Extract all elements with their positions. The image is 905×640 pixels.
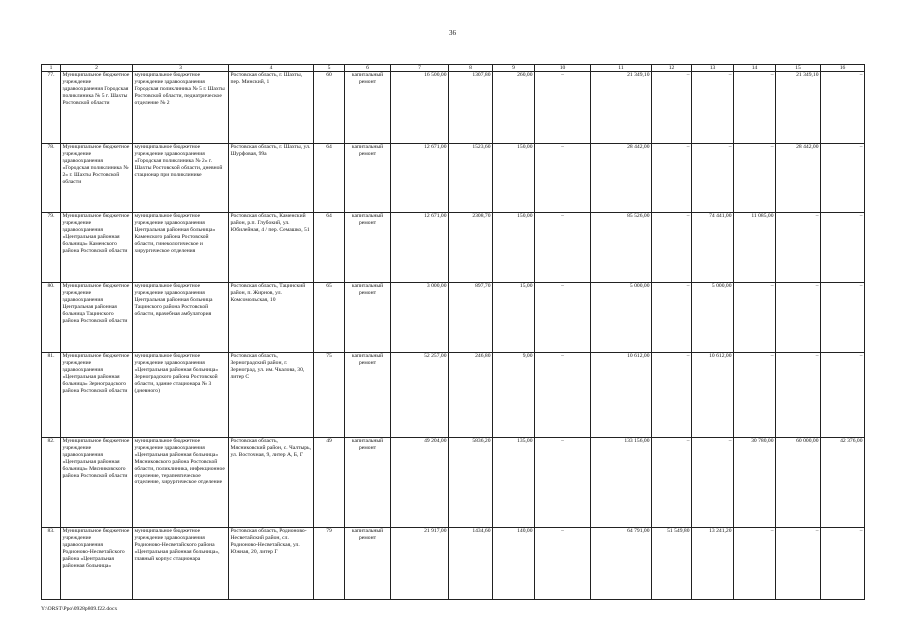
- facility-description: муниципальное бюджетное учреждение здравоохранения «Центральная районная больница» Зерноградского района Ростовской области, здание стационара № 3 (дневного): [133, 353, 229, 438]
- institution-name: Муниципальное бюджетное учреждение здравоохранения Центральная районная больница Тацинского района Ростовской области: [61, 283, 133, 353]
- amount-col-15: –: [776, 353, 821, 438]
- institution-name: Муниципальное бюджетное учреждение здравоохранения «Центральная районная больница» Зерноградского района Ростовской области: [61, 353, 133, 438]
- area: 2308,70: [449, 213, 493, 283]
- total-amount: 10 612,00: [591, 353, 652, 438]
- amount-col-12: –: [652, 438, 692, 528]
- cost: 21 917,00: [391, 528, 449, 600]
- work-type: капитальный ремонт: [345, 283, 391, 353]
- table-row: [42, 438, 865, 528]
- wear-percent: 75: [314, 353, 345, 438]
- cost: 12 671,00: [391, 213, 449, 283]
- total-amount: 5 000,00: [591, 283, 652, 353]
- amount-col-15: –: [776, 283, 821, 353]
- capacity: 140,00: [493, 528, 535, 600]
- amount-col-15: 21 349,10: [776, 72, 821, 144]
- wear-percent: 79: [314, 528, 345, 600]
- work-type: капитальный ремонт: [345, 144, 391, 213]
- amount-col-13: 74 441,00: [692, 213, 734, 283]
- wear-percent: 60: [314, 72, 345, 144]
- address: Ростовская область, г. Шахты, пер. Минский, 1: [229, 72, 314, 144]
- column-number: 8: [449, 65, 493, 72]
- amount-col-16: –: [821, 528, 865, 600]
- area: 897,70: [449, 283, 493, 353]
- row-number: 80.: [42, 283, 61, 353]
- amount-col-12: –: [652, 353, 692, 438]
- amount-col-12: –: [652, 283, 692, 353]
- column-number: 5: [314, 65, 345, 72]
- address: Ростовская область, Зерноградский район, г. Зерноград, ул. им. Чкалова, 30, литер С: [229, 353, 314, 438]
- file-path-footer: Y:\ORST\Ppo\0928p809.f22.docx: [41, 606, 118, 612]
- work-type: капитальный ремонт: [345, 438, 391, 528]
- amount-col-16: –: [821, 353, 865, 438]
- value-col-10: –: [535, 213, 591, 283]
- address: Ростовская область, Каменский район, р.п. Глубокий, ул. Юбилейная, 4 / пер. Семашко, 51: [229, 213, 314, 283]
- wear-percent: 49: [314, 438, 345, 528]
- amount-col-12: –: [652, 144, 692, 213]
- total-amount: 85 526,00: [591, 213, 652, 283]
- facility-description: муниципальное бюджетное учреждение здравоохранения Городская поликлиника № 5 г. Шахты Ростовской области, педиатрическое отделение № 2: [133, 72, 229, 144]
- amount-col-15: 28 442,00: [776, 144, 821, 213]
- area: 246,80: [449, 353, 493, 438]
- wear-percent: 64: [314, 144, 345, 213]
- value-col-10: –: [535, 438, 591, 528]
- work-type: капитальный ремонт: [345, 528, 391, 600]
- capacity: 9,00: [493, 353, 535, 438]
- table-row: [42, 353, 865, 438]
- table-row: [42, 144, 865, 213]
- value-col-10: –: [535, 144, 591, 213]
- total-amount: 28 442,00: [591, 144, 652, 213]
- wear-percent: 64: [314, 213, 345, 283]
- institution-name: Муниципальное бюджетное учреждение здравоохранения Родионово-Несветайского района «Центральная районная больница»: [61, 528, 133, 600]
- program-table: [41, 64, 865, 600]
- area: 5836,20: [449, 438, 493, 528]
- column-number: 6: [345, 65, 391, 72]
- amount-col-16: –: [821, 72, 865, 144]
- area: 1307,80: [449, 72, 493, 144]
- capacity: 135,00: [493, 438, 535, 528]
- row-number: 77.: [42, 72, 61, 144]
- amount-col-12: –: [652, 213, 692, 283]
- cost: 49 204,00: [391, 438, 449, 528]
- column-number: 14: [734, 65, 776, 72]
- work-type: капитальный ремонт: [345, 72, 391, 144]
- facility-description: муниципальное бюджетное учреждение здравоохранения «Центральная районная больница» Мясниковского района Ростовской области, поликлиника, инфекционное отделение, терапевтическое отделение, хирургическое отделение: [133, 438, 229, 528]
- column-number: 15: [776, 65, 821, 72]
- area: 1523,60: [449, 144, 493, 213]
- value-col-10: –: [535, 283, 591, 353]
- column-number: 10: [535, 65, 591, 72]
- address: Ростовская область, Тацинский район, п. Жирнов, ул. Комсомольская, 10: [229, 283, 314, 353]
- column-number: 7: [391, 65, 449, 72]
- institution-name: Муниципальное бюджетное учреждение здравоохранения «Центральная районная больница» Мясниковского района Ростовской области: [61, 438, 133, 528]
- row-number: 82.: [42, 438, 61, 528]
- cost: 12 671,00: [391, 144, 449, 213]
- cost: 3 000,00: [391, 283, 449, 353]
- value-col-10: –: [535, 353, 591, 438]
- cost: 16 500,00: [391, 72, 449, 144]
- facility-description: муниципальное бюджетное учреждение здравоохранения Центральная районная больница» Каменского района Ростовской области, гинекологическое и хирургическое отделения: [133, 213, 229, 283]
- amount-col-16: 42 376,00: [821, 438, 865, 528]
- area: 1434,60: [449, 528, 493, 600]
- amount-col-16: –: [821, 283, 865, 353]
- amount-col-16: –: [821, 144, 865, 213]
- amount-col-14: –: [734, 353, 776, 438]
- facility-description: муниципальное бюджетное учреждение здравоохранения Центральная районная больница Тацинского района Ростовской области, врачебная амбулатория: [133, 283, 229, 353]
- column-number: 1: [42, 65, 61, 72]
- facility-description: муниципальное бюджетное учреждение здравоохранения Родионово-Несветайского района «Центральная районная больница», главный корпус стационара: [133, 528, 229, 600]
- address: Ростовская область, г. Шахты, ул. Шурфовая, 99а: [229, 144, 314, 213]
- institution-name: Муниципальное бюджетное учреждение здравоохранения «Городская поликлиника № 2» г. Шахты Ростовской области: [61, 144, 133, 213]
- amount-col-15: 60 000,00: [776, 438, 821, 528]
- column-number: 11: [591, 65, 652, 72]
- amount-col-13: 5 000,00: [692, 283, 734, 353]
- value-col-10: –: [535, 72, 591, 144]
- column-number-row: [42, 65, 865, 72]
- total-amount: 133 156,00: [591, 438, 652, 528]
- column-number: 13: [692, 65, 734, 72]
- row-number: 83.: [42, 528, 61, 600]
- cost: 52 257,00: [391, 353, 449, 438]
- amount-col-13: –: [692, 144, 734, 213]
- table-row: [42, 528, 865, 600]
- wear-percent: 65: [314, 283, 345, 353]
- total-amount: 21 349,10: [591, 72, 652, 144]
- page-number: 36: [449, 29, 456, 37]
- row-number: 81.: [42, 353, 61, 438]
- institution-name: Муниципальное бюджетное учреждение здравоохранения Городская поликлиника № 5 г. Шахты Ростовской области: [61, 72, 133, 144]
- amount-col-14: 30 780,00: [734, 438, 776, 528]
- amount-col-15: –: [776, 213, 821, 283]
- amount-col-12: –: [652, 72, 692, 144]
- column-number: 12: [652, 65, 692, 72]
- amount-col-13: 13 241,20: [692, 528, 734, 600]
- table-row: [42, 213, 865, 283]
- capacity: 150,00: [493, 144, 535, 213]
- work-type: капитальный ремонт: [345, 213, 391, 283]
- address: Ростовская область, Мясниковский район, с. Чалтырь, ул. Восточная, 9, литер А, Б, Г: [229, 438, 314, 528]
- column-number: 4: [229, 65, 314, 72]
- row-number: 79.: [42, 213, 61, 283]
- table-row: [42, 283, 865, 353]
- amount-col-15: –: [776, 528, 821, 600]
- address: Ростовская область, Родионово-Несветайский район, сл. Родионово-Несветайская, ул. Южная, 20, литер Г: [229, 528, 314, 600]
- amount-col-14: –: [734, 72, 776, 144]
- capacity: 15,00: [493, 283, 535, 353]
- amount-col-13: 10 612,00: [692, 353, 734, 438]
- capacity: 150,00: [493, 213, 535, 283]
- column-number: 16: [821, 65, 865, 72]
- column-number: 2: [61, 65, 133, 72]
- amount-col-14: 11 085,00: [734, 213, 776, 283]
- row-number: 78.: [42, 144, 61, 213]
- work-type: капитальный ремонт: [345, 353, 391, 438]
- table-row: [42, 72, 865, 144]
- column-number: 9: [493, 65, 535, 72]
- total-amount: 64 791,00: [591, 528, 652, 600]
- value-col-10: –: [535, 528, 591, 600]
- amount-col-12: 51 549,80: [652, 528, 692, 600]
- amount-col-13: –: [692, 438, 734, 528]
- column-number: 3: [133, 65, 229, 72]
- facility-description: муниципальное бюджетное учреждение здравоохранения «Городская поликлиника № 2» г. Шахты Ростовской области, дневной стационар при поликлинике: [133, 144, 229, 213]
- amount-col-14: –: [734, 528, 776, 600]
- amount-col-13: –: [692, 72, 734, 144]
- amount-col-14: –: [734, 283, 776, 353]
- amount-col-16: –: [821, 213, 865, 283]
- institution-name: Муниципальное бюджетное учреждение здравоохранения «Центральная районная больница» Каменского района Ростовской области: [61, 213, 133, 283]
- capacity: 260,00: [493, 72, 535, 144]
- amount-col-14: –: [734, 144, 776, 213]
